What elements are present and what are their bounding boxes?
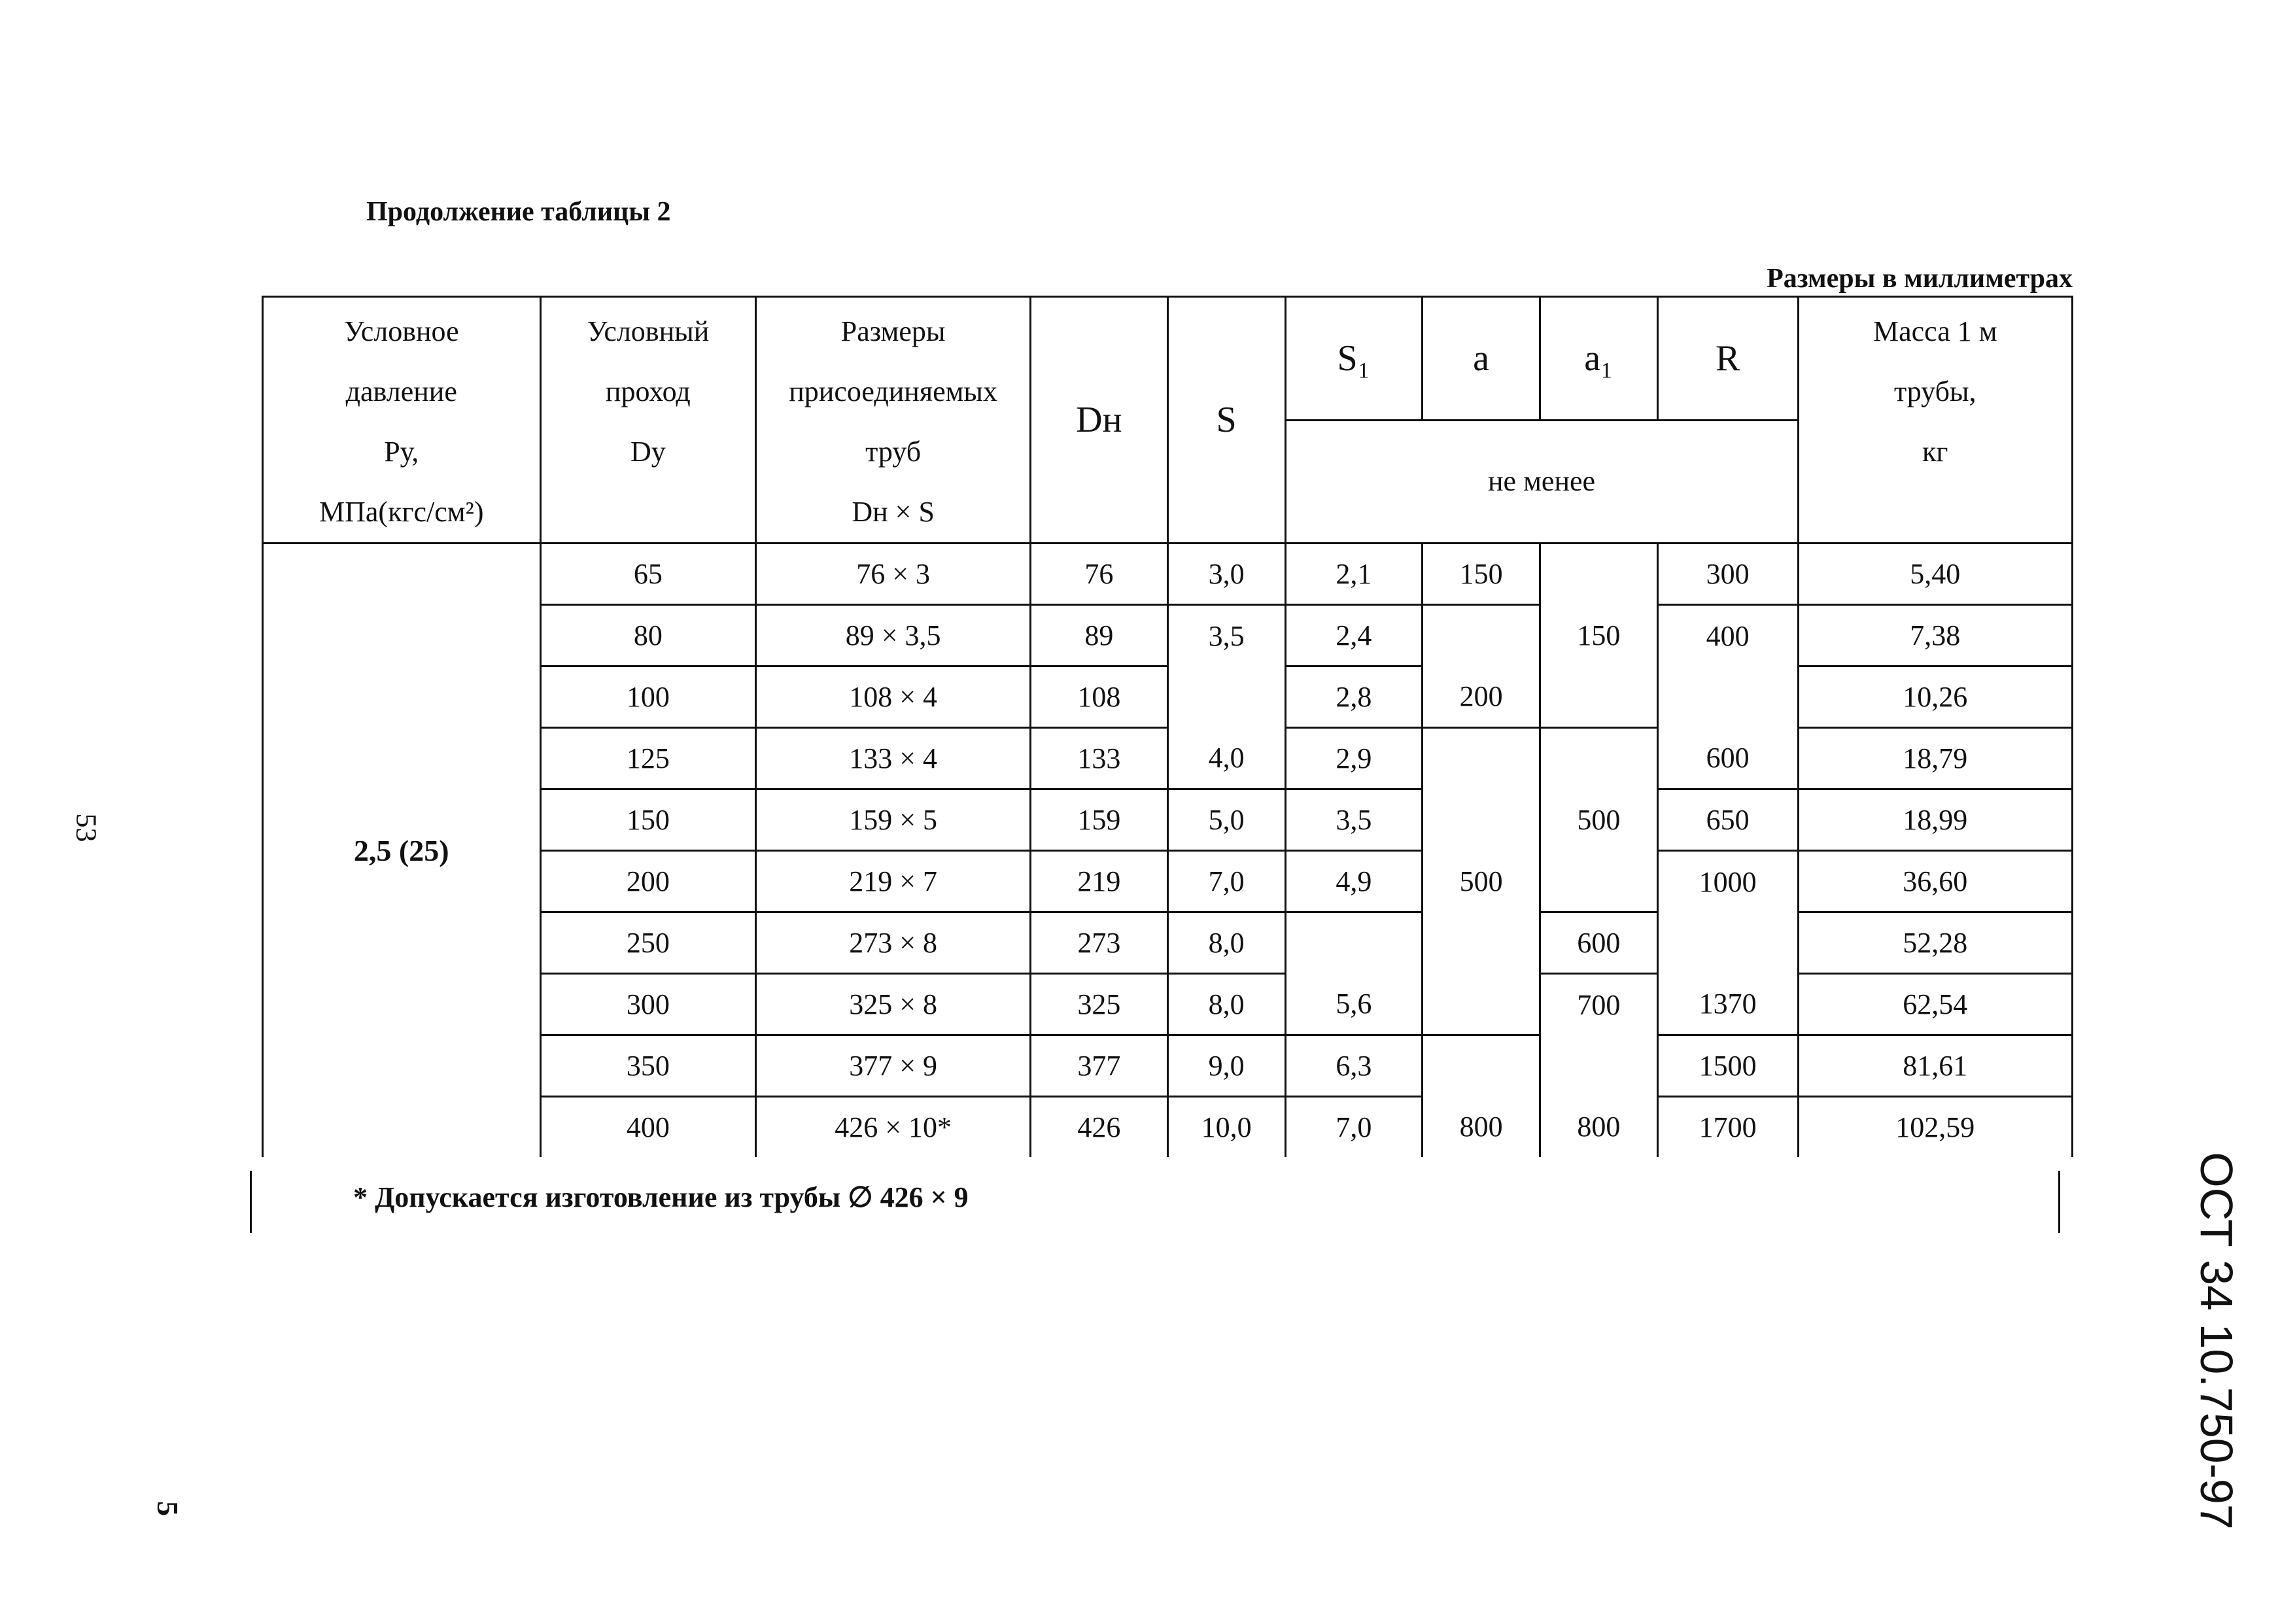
- pipe-table: [262, 296, 2073, 1157]
- cell-s: 3,0: [1167, 544, 1285, 605]
- header-pressure: [263, 297, 541, 544]
- cell-dn: 89: [1031, 605, 1168, 666]
- cell-size: 76 × 3: [756, 544, 1031, 605]
- table-caption: Продолжение таблицы 2: [366, 197, 671, 227]
- header-row: [263, 297, 2073, 421]
- cell-dn: 159: [1031, 789, 1168, 851]
- footnote: * Допускается изготовление из трубы ∅ 426 × 9: [353, 1181, 969, 1213]
- cell-dn: 325: [1031, 974, 1168, 1035]
- cell-s: [1167, 666, 1285, 728]
- cell-s1: 7,0: [1285, 1097, 1423, 1158]
- cell-s: 7,0: [1167, 851, 1285, 912]
- header-mass-l3: кг: [1922, 436, 1948, 468]
- cell-mass: 10,26: [1798, 666, 2072, 728]
- header-a: a: [1423, 297, 1540, 421]
- cell-mass: 7,38: [1798, 605, 2072, 666]
- header-dy-l1: Условный: [587, 315, 710, 347]
- table-frame-right: [2058, 1171, 2060, 1233]
- cell-a1: [1540, 666, 1658, 728]
- cell-mass: 18,79: [1798, 728, 2072, 789]
- cell-r: [1657, 912, 1798, 974]
- cell-s1: 2,4: [1285, 605, 1423, 666]
- cell-r: [1657, 666, 1798, 728]
- cell-r: 1000: [1657, 851, 1798, 912]
- cell-a: 200: [1423, 666, 1540, 728]
- cell-r: 400: [1657, 605, 1798, 666]
- cell-s: 3,5: [1167, 605, 1285, 666]
- cell-s: 8,0: [1167, 974, 1285, 1035]
- cell-r: 650: [1657, 789, 1798, 851]
- header-dn: Dн: [1031, 297, 1168, 544]
- cell-s: 4,0: [1167, 728, 1285, 789]
- cell-a1: [1540, 728, 1658, 789]
- header-pressure-l1: Условное: [343, 315, 459, 347]
- cell-dy: 250: [540, 912, 756, 974]
- cell-a: [1423, 912, 1540, 974]
- table-row: [263, 544, 2073, 605]
- cell-dy: 100: [540, 666, 756, 728]
- cell-a1: 150: [1540, 605, 1658, 666]
- pressure-cell: 2,5 (25): [263, 544, 541, 1158]
- header-s1: S₁: [1285, 297, 1423, 421]
- cell-dn: 426: [1031, 1097, 1168, 1158]
- cell-s: 8,0: [1167, 912, 1285, 974]
- page-number: 53: [70, 813, 103, 842]
- cell-a1: 600: [1540, 912, 1658, 974]
- cell-size: 273 × 8: [756, 912, 1031, 974]
- header-pressure-l2: давление: [345, 375, 457, 407]
- header-dy: [540, 297, 756, 544]
- cell-a1: [1540, 851, 1658, 912]
- cell-a1: 700: [1540, 974, 1658, 1035]
- header-mass-l1: Масса 1 м: [1872, 315, 1997, 347]
- cell-size: 159 × 5: [756, 789, 1031, 851]
- cell-size: 377 × 9: [756, 1035, 1031, 1097]
- header-size: [756, 297, 1031, 544]
- cell-mass: 5,40: [1798, 544, 2072, 605]
- cell-dy: 400: [540, 1097, 756, 1158]
- cell-a: 500: [1423, 851, 1540, 912]
- cell-size: 426 × 10*: [756, 1097, 1031, 1158]
- header-mass-l2: трубы,: [1893, 375, 1976, 407]
- cell-a: 150: [1423, 544, 1540, 605]
- cell-size: 133 × 4: [756, 728, 1031, 789]
- cell-a: [1423, 605, 1540, 666]
- cell-mass: 52,28: [1798, 912, 2072, 974]
- cell-a: [1423, 728, 1540, 789]
- cell-a1: [1540, 1035, 1658, 1097]
- cell-dy: 65: [540, 544, 756, 605]
- cell-s: 5,0: [1167, 789, 1285, 851]
- header-size-l3: труб: [865, 436, 922, 468]
- cell-a: 800: [1423, 1097, 1540, 1158]
- header-mass: [1798, 297, 2072, 544]
- cell-dy: 80: [540, 605, 756, 666]
- header-a1: a₁: [1540, 297, 1658, 421]
- cell-dy: 200: [540, 851, 756, 912]
- cell-r: 1370: [1657, 974, 1798, 1035]
- cell-mass: 81,61: [1798, 1035, 2072, 1097]
- cell-dn: 377: [1031, 1035, 1168, 1097]
- cell-s1: [1285, 912, 1423, 974]
- cell-a: [1423, 974, 1540, 1035]
- cell-dn: 273: [1031, 912, 1168, 974]
- cell-a1: [1540, 544, 1658, 605]
- cell-s1: 6,3: [1285, 1035, 1423, 1097]
- cell-s1: 2,8: [1285, 666, 1423, 728]
- header-pressure-l4: МПа(кгс/см²): [319, 496, 484, 528]
- cell-dn: 219: [1031, 851, 1168, 912]
- document-code: [2151, 1152, 2282, 1530]
- header-dy-l3: Dу: [630, 436, 666, 468]
- cell-r: 1500: [1657, 1035, 1798, 1097]
- cell-size: 108 × 4: [756, 666, 1031, 728]
- cell-s: 10,0: [1167, 1097, 1285, 1158]
- cell-r: 600: [1657, 728, 1798, 789]
- cell-s1: 3,5: [1285, 789, 1423, 851]
- document-code-text: ОСТ 34 10.750-97: [2191, 1152, 2242, 1530]
- cell-a1: 500: [1540, 789, 1658, 851]
- table-frame-left: [250, 1171, 252, 1233]
- header-size-l2: присоединяемых: [789, 375, 997, 407]
- cell-dy: 125: [540, 728, 756, 789]
- header-size-l4: Dн × S: [852, 496, 935, 528]
- cell-mass: 36,60: [1798, 851, 2072, 912]
- cell-s1: 2,1: [1285, 544, 1423, 605]
- cell-mass: 18,99: [1798, 789, 2072, 851]
- cell-size: 219 × 7: [756, 851, 1031, 912]
- cell-a: [1423, 1035, 1540, 1097]
- cell-size: 325 × 8: [756, 974, 1031, 1035]
- cell-s1: 2,9: [1285, 728, 1423, 789]
- units-note: Размеры в миллиметрах: [1767, 264, 2073, 294]
- header-s: S: [1167, 297, 1285, 544]
- cell-r: 1700: [1657, 1097, 1798, 1158]
- cell-r: 300: [1657, 544, 1798, 605]
- header-not-less: не менее: [1285, 420, 1798, 544]
- header-r: R: [1657, 297, 1798, 421]
- cell-dy: 350: [540, 1035, 756, 1097]
- cell-dn: 133: [1031, 728, 1168, 789]
- header-dy-l2: проход: [605, 375, 691, 407]
- cell-dy: 150: [540, 789, 756, 851]
- cell-a1: 800: [1540, 1097, 1658, 1158]
- cell-dy: 300: [540, 974, 756, 1035]
- cell-mass: 62,54: [1798, 974, 2072, 1035]
- cell-size: 89 × 3,5: [756, 605, 1031, 666]
- cell-dn: 76: [1031, 544, 1168, 605]
- header-pressure-l3: Ру,: [384, 436, 419, 468]
- cell-s1: 5,6: [1285, 974, 1423, 1035]
- header-size-l1: Размеры: [840, 315, 946, 347]
- cell-a: [1423, 789, 1540, 851]
- cell-s: 9,0: [1167, 1035, 1285, 1097]
- cell-s1: 4,9: [1285, 851, 1423, 912]
- page-number-small: 5: [151, 1501, 184, 1516]
- cell-mass: 102,59: [1798, 1097, 2072, 1158]
- cell-dn: 108: [1031, 666, 1168, 728]
